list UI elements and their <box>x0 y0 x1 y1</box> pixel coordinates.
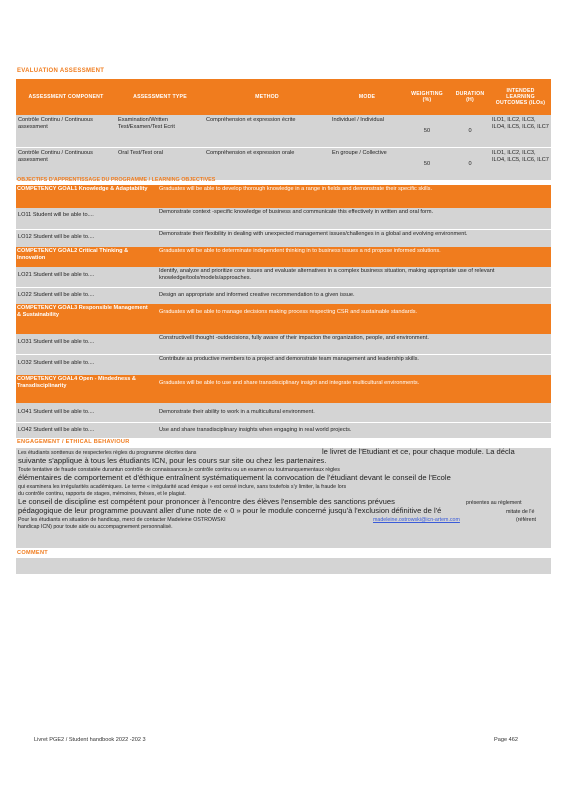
header-mode: MODE <box>330 79 404 115</box>
lo-row <box>16 423 551 438</box>
competency-label: COMPETENCY GOAL4 Open - Mindedness & Transdisciplinarity <box>17 376 136 389</box>
competency-goal-1 <box>16 185 551 208</box>
cell-duration: 0 <box>450 148 490 181</box>
page-number: Page 462 <box>494 737 518 743</box>
lo-row <box>16 230 551 247</box>
lo-text: Demonstrate their ability to work in a multicultural environment. <box>159 409 315 415</box>
cell-mode: En groupe / Collective <box>330 148 404 181</box>
engagement-p2d: du contrôle continu, rapports de stages, mémoires, thèses, et le plagiat. <box>18 491 186 497</box>
lo-text: Design an appropriate and informed creative recommendation to a given issue. <box>159 292 355 298</box>
lo-text: Contribute as productive members to a project and demonstrate team management and leadership skills. <box>159 356 419 362</box>
engagement-p1c: suivante s'applique à tous les étudiants ICN, pour les cours sur site ou chez les partenaires. <box>18 456 327 465</box>
cell-component: Contrôle Continu / Continuous assessment <box>16 148 116 181</box>
table-row <box>16 148 551 181</box>
engagement-text-box <box>16 448 551 548</box>
assessment-header-row <box>16 79 551 115</box>
competency-description: Graduates will be able to determinate independent thinking in to business issues a nd propose informed solutions. <box>159 248 441 254</box>
lo-label: LO41 Student will be able to.... <box>18 409 95 415</box>
cell-weight: 50 <box>404 148 450 181</box>
lo-text: Use and share transdisciplinary insights when engaging in real world projects. <box>159 427 352 433</box>
engagement-p3a: Le conseil de discipline est compétent pour prononcer à l'encontre des élèves l'ensemble des sanctions prévues <box>18 498 395 506</box>
engagement-p1a: Les étudiants sonttenus de respecterles règles du programme décrites dans <box>18 450 197 456</box>
lo-label: LO32 Student will be able to.... <box>18 360 95 366</box>
lo-label: LO12 Student will be able to.... <box>18 234 95 240</box>
competency-goal-4 <box>16 375 551 403</box>
lo-text: Identify, analyze and prioritize core issues and evaluate alternatives in a complex business situation, making appropriate use of relevant knowledge/tools/models/approaches. <box>159 268 495 281</box>
header-component: ASSESSMENT COMPONENT <box>16 79 116 115</box>
assessment-table <box>16 79 551 180</box>
lo-row <box>16 267 551 287</box>
competency-description: Graduates will be able to use and share transdisciplinary insight and integrate multicultural environments. <box>159 380 420 386</box>
cell-method: Compréhension et expression orale <box>204 148 330 181</box>
cell-method: Compréhension et expression écrite <box>204 115 330 148</box>
table-row <box>16 115 551 148</box>
competency-label: COMPETENCY GOAL1 Knowledge & Adaptability <box>17 186 148 192</box>
cell-mode: Individuel / Individual <box>330 115 404 148</box>
engagement-p4a: Pour les étudiants en situation de handicap, merci de contacter Madeleine OSTROWSKI <box>18 517 226 523</box>
header-type: ASSESSMENT TYPE <box>116 79 204 115</box>
competency-goal-3 <box>16 304 551 334</box>
footer-left: Livret PGE2 / Student handbook 2022 -202 3 <box>34 737 146 743</box>
engagement-p4c: handicap ICN) pour toute aide ou accompagnement personnalisé. <box>18 524 173 530</box>
cell-component: Contrôle Continu / Continuous assessment <box>16 115 116 148</box>
lo-row <box>16 334 551 354</box>
cell-type: Oral Test/Test oral <box>116 148 204 181</box>
engagement-title: ENGAGEMENT / ETHICAL BEHAVIOUR <box>17 439 130 445</box>
engagement-p3-side1: présentes au règlement <box>466 500 522 506</box>
lo-label: LO42 Student will be able to.... <box>18 427 95 433</box>
cell-duration: 0 <box>450 115 490 148</box>
header-weighting: WEIGHTING (%) <box>404 79 450 115</box>
lo-label: LO11 Student will be able to.... <box>18 212 94 218</box>
lo-label: LO21 Student will be able to.... <box>18 272 95 278</box>
lo-text: Demonstrate context -specific knowledge of business and communicate this effectively in written and oral form. <box>159 209 434 215</box>
engagement-p3-side2: mitate de l'é <box>506 509 535 515</box>
engagement-p4b: (référent <box>516 517 537 523</box>
evaluation-title: EVALUATION ASSESSMENT <box>17 68 105 74</box>
competency-label: COMPETENCY GOAL2 Critical Thinking & Innovation <box>17 248 129 261</box>
lo-text: Demonstrate their flexibility in dealing with unexpected management issues/challenges in a global and evolving environment. <box>159 231 468 237</box>
objectives-title: OBJECTIFS D'APPRENTISSAGE DU PROGRAMME / LEARNING OBJECTIVES <box>17 177 216 183</box>
cell-ilos: ILO1, ILC2, ILC3, ILO4, ILC5, ILC6, ILC7 <box>490 148 551 181</box>
lo-row <box>16 208 551 230</box>
header-method: METHOD <box>204 79 330 115</box>
competency-goal-2 <box>16 247 551 267</box>
email-link[interactable]: madeleine.ostrowski@icn-artem.com <box>373 517 460 523</box>
comment-title: COMMENT <box>17 550 48 556</box>
header-ilos: INTENDED LEARNING OUTCOMES (ILOs) <box>490 79 551 115</box>
comment-box <box>16 558 551 574</box>
competency-description: Graduates will be able to develop thorough knowledge in a range in fields and demonstrate their specific skills. <box>159 186 433 192</box>
engagement-p1b: le livret de l'Etudiant et ce, pour chaque module. La décla <box>322 448 515 456</box>
header-duration: DURATION (H) <box>450 79 490 115</box>
cell-weight: 50 <box>404 115 450 148</box>
lo-label: LO31 Student will be able to.... <box>18 339 95 345</box>
engagement-p3b: pédagogique de leur programme pouvant aller d'une note de « 0 » pour le module concerné jusqu'à l'exclusion définitive de l'é <box>18 507 442 515</box>
competency-description: Graduates will be able to manage decisions making process respecting CSR and sustainable standards. <box>159 309 418 315</box>
engagement-p2a: Toute tentative de fraude constatée durantun contrôle de connaissances,le contrôle continu ou un examen ou toutmanquementaux règles <box>18 467 340 473</box>
cell-ilos: ILO1, ILC2, ILC3, ILO4, ILC5, ILC6, ILC7 <box>490 115 551 148</box>
lo-row <box>16 355 551 375</box>
lo-label: LO22 Student will be able to.... <box>18 292 95 298</box>
engagement-p2c: qui examinera les irrégularités académiques. Le terme « irrégularité acad émique » est censé inclure, sans toutefois s'y limiter, la fraude lors <box>18 484 347 490</box>
lo-row <box>16 288 551 304</box>
engagement-p2b: élémentaires de comportement et d'éthique entraînent systématiquement la convocation de l'étudiant devant le conseil de l'Ecole <box>18 474 451 482</box>
cell-type: Examination/Written Test/Examen/Test Ecrit <box>116 115 204 148</box>
lo-row <box>16 403 551 422</box>
lo-text: Constructivelll thought -outdecisions, fully aware of their impacton the organization, people, and environment. <box>159 335 429 341</box>
competency-label: COMPETENCY GOAL3 Responsible Management & Sustainability <box>17 305 148 318</box>
